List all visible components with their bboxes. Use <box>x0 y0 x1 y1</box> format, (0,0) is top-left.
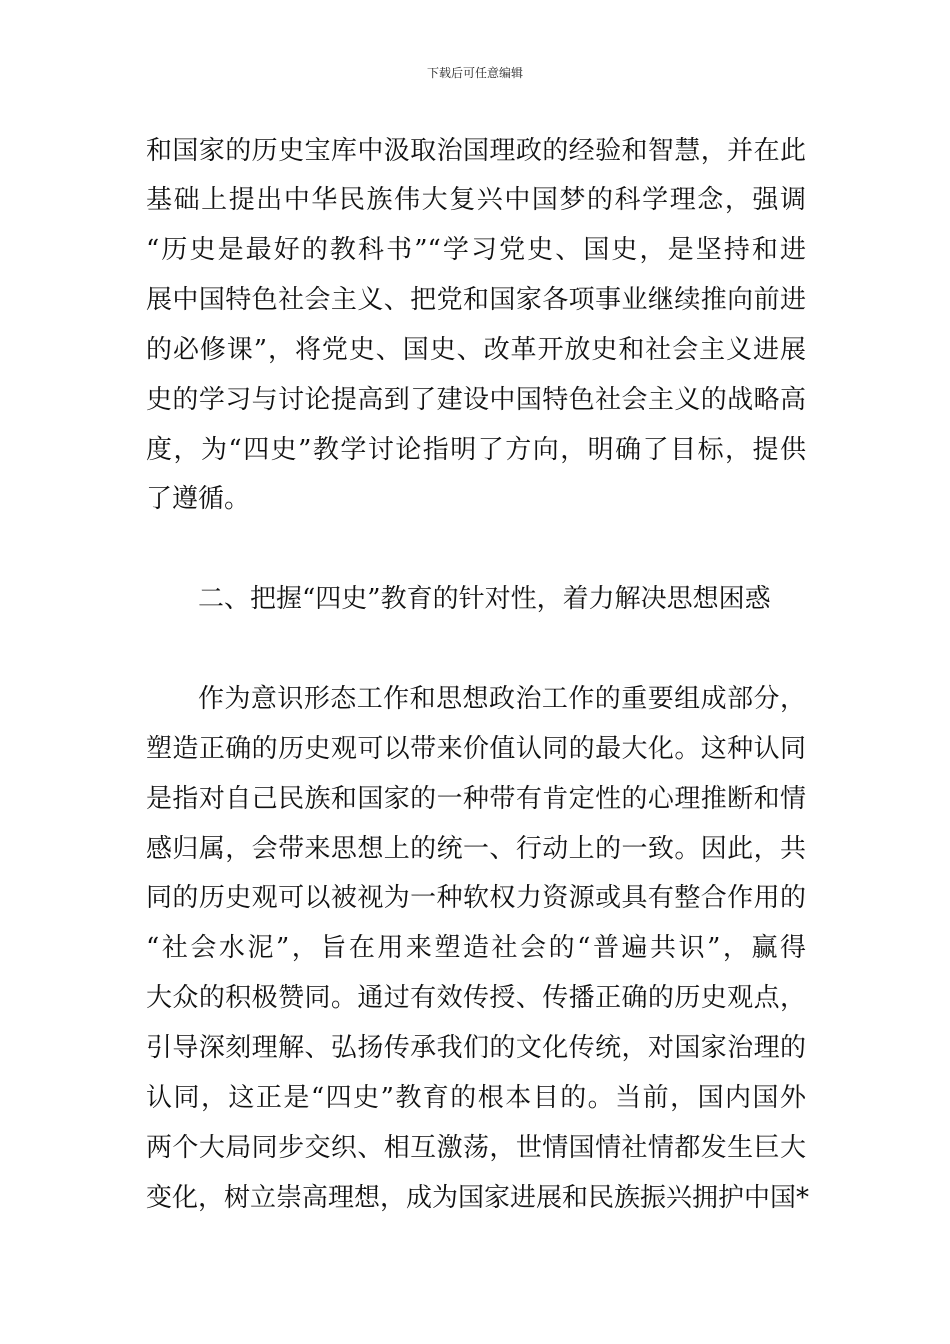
paragraph-2-line: 塑造正确的历史观可以带来价值认同的最大化。这种认同 <box>146 734 806 764</box>
paragraph-2-line: 作为意识形态工作和思想政治工作的重要组成部分， <box>198 684 806 714</box>
paragraph-2-line: 同的历史观可以被视为一种软权力资源或具有整合作用的 <box>146 883 806 913</box>
page-header: 下载后可任意编辑 <box>426 66 523 80</box>
paragraph-2-line: 是指对自己民族和国家的一种带有肯定性的心理推断和情 <box>146 784 806 814</box>
paragraph-2-line: 感归属，会带来思想上的统一、行动上的一致。因此，共 <box>146 834 806 864</box>
paragraph-1-line: 度，为“四史”教学讨论指明了方向，明确了目标，提供 <box>146 435 806 465</box>
paragraph-2-line: 引导深刻理解、弘扬传承我们的文化传统，对国家治理的 <box>146 1033 806 1063</box>
paragraph-2-line: 变化，树立崇高理想，成为国家进展和民族振兴拥护中国* <box>146 1183 810 1213</box>
section-heading: 二、把握“四史”教育的针对性，着力解决思想困惑 <box>198 584 771 614</box>
paragraph-1-line: “历史是最好的教科书”“学习党史、国史，是坚持和进 <box>146 235 806 265</box>
paragraph-1-line: 的必修课”，将党史、国史、改革开放史和社会主义进展 <box>146 335 806 365</box>
paragraph-1-line: 和国家的历史宝库中汲取治国理政的经验和智慧，并在此 <box>146 136 806 166</box>
paragraph-2-line: 大众的积极赞同。通过有效传授、传播正确的历史观点， <box>146 983 806 1013</box>
paragraph-1-line: 史的学习与讨论提高到了建设中国特色社会主义的战略高 <box>146 385 806 415</box>
paragraph-1-line: 基础上提出中华民族伟大复兴中国梦的科学理念，强调 <box>146 185 806 215</box>
paragraph-1-line: 了遵循。 <box>146 484 251 514</box>
paragraph-1-line: 展中国特色社会主义、把党和国家各项事业继续推向前进 <box>146 285 806 315</box>
paragraph-2-line: 认同，这正是“四史”教育的根本目的。当前，国内国外 <box>146 1083 806 1113</box>
paragraph-2-line: 两个大局同步交织、相互激荡，世情国情社情都发生巨大 <box>146 1133 806 1163</box>
paragraph-2-line: “社会水泥”，旨在用来塑造社会的“普遍共识”，赢得 <box>146 933 806 963</box>
